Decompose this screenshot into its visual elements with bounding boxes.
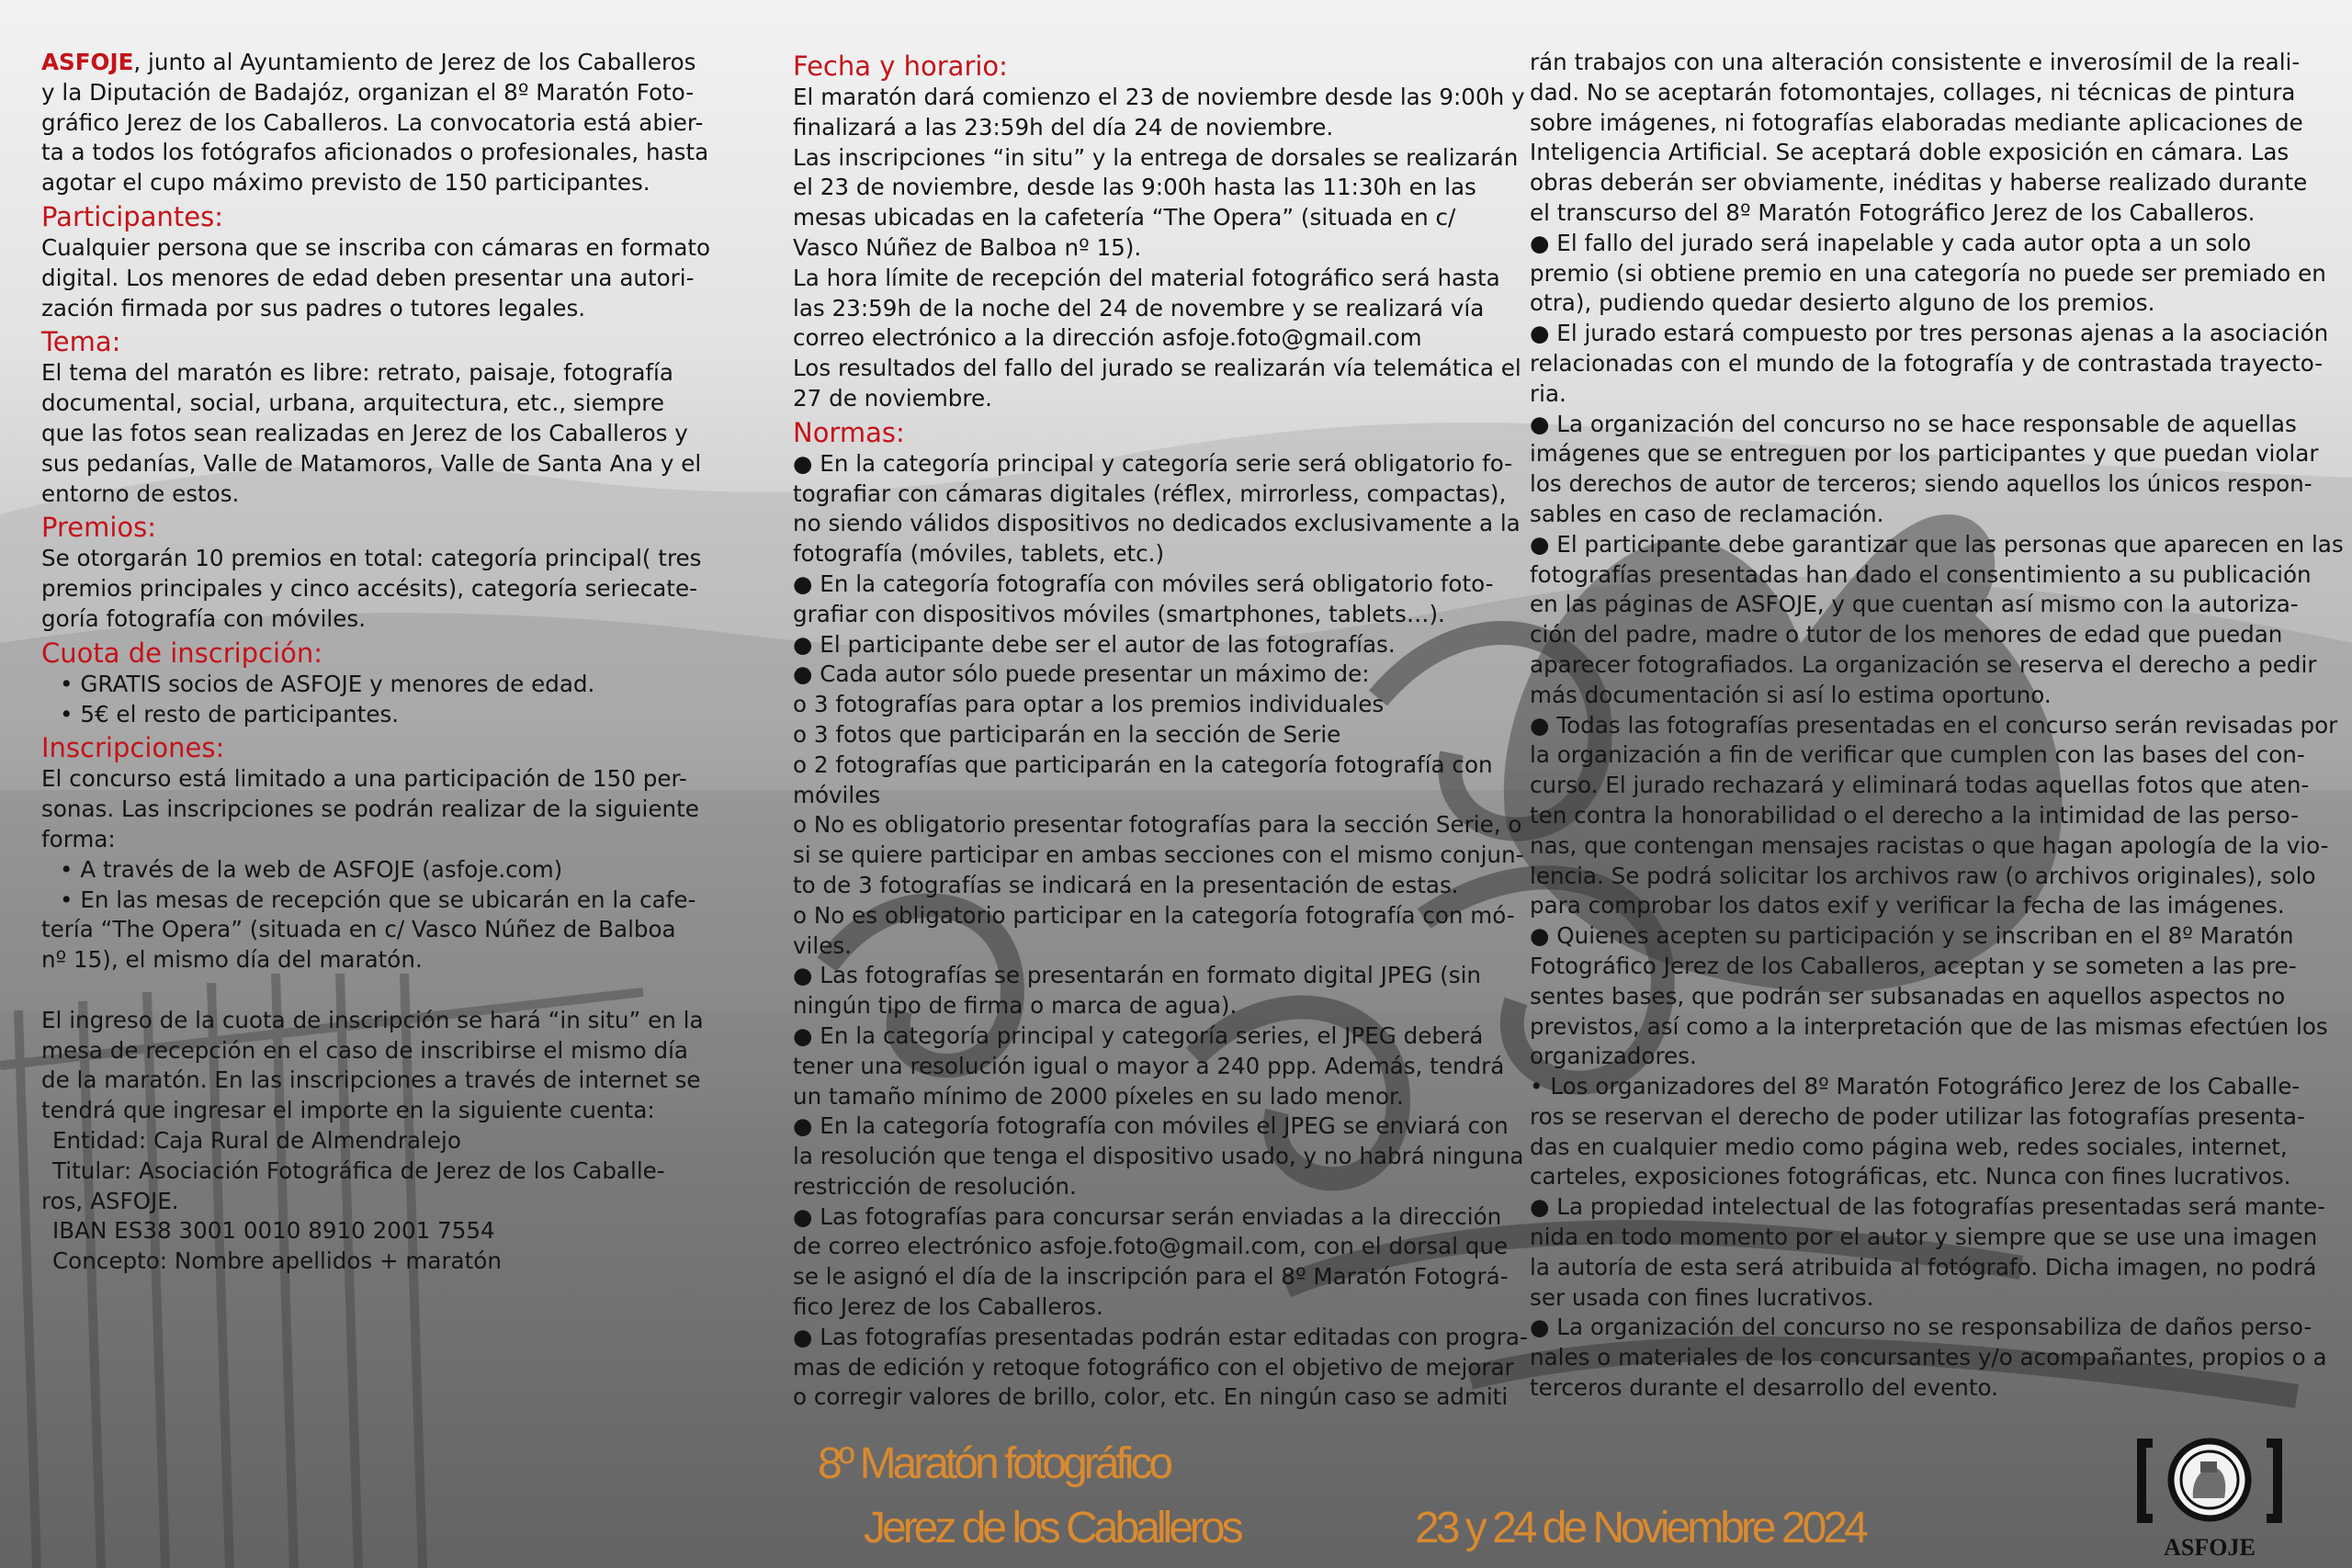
body-line: digital. Los menores de edad deben presentar una autori- — [41, 264, 695, 291]
rule-line: de correo electrónico asfoje.foto@gmail.com, con el dorsal que — [793, 1233, 1509, 1260]
rule-line: la autoría de esta será atribuida al fotógrafo. Dicha imagen, no podrá — [1530, 1253, 2317, 1280]
rule-line: el transcurso del 8º Maratón Fotográfico Jerez de los Caballeros. — [1530, 198, 2256, 226]
list-item: • GRATIS socios de ASFOJE y menores de edad. — [60, 670, 595, 697]
rule-line: ● Cada autor sólo puede presentar un máximo de: — [793, 660, 1370, 688]
body-line: El ingreso de la cuota de inscripción se hará “in situ” en la — [41, 1006, 704, 1033]
cuota-heading: Cuota de inscripción: — [41, 637, 322, 669]
body-line: tería “The Opera” (situada en c/ Vasco Núñez de Balboa — [41, 916, 676, 943]
footer-dates: 23 y 24 de Noviembre 2024 — [1415, 1504, 1865, 1552]
rule-line: terceros durante el desarrollo del evento. — [1530, 1374, 1998, 1402]
body-line: El tema del maratón es libre: retrato, paisaje, fotografía — [41, 359, 673, 387]
rule-line: ● La propiedad intelectual de las fotografías presentadas será mante- — [1530, 1193, 2325, 1221]
normas-continued-text — [1530, 48, 2344, 1404]
bank-iban: IBAN ES38 3001 0010 8910 2001 7554 — [52, 1217, 495, 1245]
body-line: de la maratón. En las inscripciones a través de internet se — [41, 1066, 701, 1094]
rule-line: to de 3 fotografías se indicará en la presentación de estas. — [793, 871, 1459, 898]
rule-line: más documentación si así lo estima oportuno. — [1530, 681, 2052, 708]
bank-entity: Entidad: Caja Rural de Almendralejo — [52, 1126, 461, 1154]
rule-line: ● La organización del concurso no se responsabiliza de daños perso- — [1530, 1314, 2312, 1341]
column-left — [41, 48, 749, 1277]
body-line: mesa de recepción en el caso de inscribirse el mismo día — [41, 1036, 689, 1064]
intro-line: agotar el cupo máximo previsto de 150 participantes. — [41, 169, 650, 197]
list-item: • 5€ el resto de participantes. — [60, 700, 400, 728]
normas-text — [793, 449, 1528, 1414]
rule-line: das en cualquier medio como página web, redes sociales, internet, — [1530, 1133, 2288, 1160]
body-line: sus pedanías, Valle de Matamoros, Valle de Santa Ana y el — [41, 449, 702, 477]
body-line: Vasco Núñez de Balboa nº 15). — [793, 233, 1142, 261]
body-line: tendrá que ingresar el importe en la siguiente cuenta: — [41, 1097, 655, 1124]
body-line: correo electrónico a la dirección asfoje.foto@gmail.com — [793, 324, 1422, 352]
intro-line: gráfico Jerez de los Caballeros. La convocatoria está abier- — [41, 108, 704, 136]
rule-line: fotografía (móviles, tablets, etc.) — [793, 540, 1165, 568]
rule-line: ● Las fotografías presentadas podrán estar editadas con progra- — [793, 1323, 1528, 1350]
rule-line: ción del padre, madre o tutor de los menores de edad que puedan — [1530, 621, 2283, 649]
footer-title-line2: Jerez de los Caballeros — [864, 1504, 1240, 1552]
body-line: entorno de estos. — [41, 479, 240, 507]
bank-holder-cont: ros, ASFOJE. — [41, 1187, 179, 1214]
rule-line: para comprobar los datos exif y verificar la fecha de las imágenes. — [1530, 892, 2285, 919]
body-line: 27 de noviembre. — [793, 384, 992, 412]
rule-line: o 2 fotografías que participarán en la categoría fotografía con — [793, 750, 1493, 778]
rule-line: ● Las fotografías se presentarán en formato digital JPEG (sin — [793, 962, 1482, 989]
body-line: El maratón dará comienzo el 23 de noviembre desde las 9:00h y — [793, 84, 1525, 110]
rule-line: sobre imágenes, ni fotografías elaboradas mediante aplicaciones de — [1530, 108, 2303, 136]
rule-line: nas, que contengan mensajes racistas o que hagan apología de la vio- — [1530, 831, 2329, 859]
rule-line: restricción de resolución. — [793, 1172, 1077, 1200]
rule-line: premio (si obtiene premio en una categoría no puede ser premiado en — [1530, 259, 2326, 287]
body-line: finalizará a las 23:59h del día 24 de noviembre. — [793, 113, 1334, 141]
premios-heading: Premios: — [41, 512, 157, 544]
rule-line: o No es obligatorio presentar fotografías para la sección Serie, o — [793, 811, 1522, 839]
rule-line: aparecer fotografiados. La organización se reserva el derecho a pedir — [1530, 650, 2317, 678]
body-line: el 23 de noviembre, desde las 9:00h hasta las 11:30h en las — [793, 174, 1476, 201]
rule-line: relacionadas con el mundo de la fotografía y de contrastada trayecto- — [1530, 349, 2324, 377]
rule-line: ningún tipo de firma o marca de agua). — [793, 992, 1238, 1020]
rule-line: carteles, exposiciones fotográficas, etc. Nunca con fines lucrativos. — [1530, 1163, 2291, 1190]
footer-title-line1: 8º Maratón fotográfico — [818, 1439, 1170, 1488]
rule-line: la organización a fin de verificar que cumplen con las bases del con- — [1530, 741, 2305, 769]
rule-line: lencia. Se podrá solicitar los archivos raw (o archivos originales), solo — [1530, 862, 2316, 889]
rule-line: curso. El jurado rechazará y eliminará todas aquellas fotos que aten- — [1530, 772, 2310, 799]
rule-line: ● Las fotografías para concursar serán enviadas a la dirección — [793, 1202, 1502, 1230]
body-line: que las fotos sean realizadas en Jerez de los Caballeros y — [41, 419, 688, 446]
column-right — [1530, 48, 2344, 1404]
rule-line: la resolución que tenga el dispositivo usado, y no habrá ninguna — [793, 1143, 1524, 1170]
rule-line: ● El participante debe garantizar que las personas que aparecen en las — [1530, 530, 2344, 558]
rule-line: organizadores. — [1530, 1043, 1697, 1070]
rule-line: fotografías presentadas han dado el consentimiento a su publicación — [1530, 560, 2312, 588]
rule-line: o No es obligatorio participar en la categoría fotografía con mó- — [793, 901, 1515, 929]
rule-line: imágenes que se entreguen por los participantes y que puedan violar — [1530, 440, 2319, 468]
rule-line: ● Todas las fotografías presentadas en el concurso serán revisadas por — [1530, 711, 2338, 739]
fecha-text — [793, 83, 1525, 414]
rule-line: ● El fallo del jurado será inapelable y cada autor opta a un solo — [1530, 229, 2252, 256]
rule-line: otra), pudiendo quedar desierto alguno de los premios. — [1530, 289, 2155, 317]
body-line: las 23:59h de la noche del 24 de novembre y se realizará vía — [793, 294, 1485, 321]
camera-lens-logo-icon — [2142, 1441, 2278, 1518]
rule-line: o 3 fotos que participarán en la sección de Serie — [793, 720, 1341, 748]
intro-line: ta a todos los fotógrafos aficionados o profesionales, hasta — [41, 139, 709, 166]
fecha-heading: Fecha y horario: — [793, 51, 1008, 82]
rule-line: Inteligencia Artificial. Se aceptará doble exposición en cámara. Las — [1530, 139, 2290, 166]
rule-line: obras deberán ser obviamente, inéditas y haberse realizado durante — [1530, 169, 2308, 197]
body-line: La hora límite de recepción del material fotográfico será hasta — [793, 264, 1500, 291]
rule-line: se le asignó el día de la inscripción para el 8º Maratón Fotográ- — [793, 1263, 1509, 1291]
rule-line: ros se reservan el derecho de poder utilizar las fotografías presenta- — [1530, 1102, 2305, 1130]
rule-line: ser usada con fines lucrativos. — [1530, 1283, 1874, 1311]
rule-line: nida en todo momento por el autor y siempre que se use una imagen — [1530, 1224, 2318, 1251]
rule-line: móviles — [793, 781, 881, 808]
body-line: mesas ubicadas en la cafetería “The Opera” (situada en c/ — [793, 204, 1456, 231]
rule-line: o corregir valores de brillo, color, etc. En ningún caso se admiti — [793, 1383, 1509, 1411]
rule-line: ● En la categoría fotografía con móviles el JPEG se enviará con — [793, 1112, 1509, 1140]
rule-line: fico Jerez de los Caballeros. — [793, 1293, 1103, 1321]
rule-line: viles. — [793, 931, 852, 959]
rule-line: ● Quienes acepten su participación y se inscriban en el 8º Maratón — [1530, 922, 2294, 950]
body-line: Las inscripciones “in situ” y la entrega de dorsales se realizarán — [793, 143, 1519, 171]
rule-line: ● El jurado estará compuesto por tres personas ajenas a la asociación — [1530, 320, 2329, 347]
rule-line: ● En la categoría principal y categoría serie será obligatorio fo- — [793, 449, 1513, 477]
asfoje-logo — [2136, 1427, 2283, 1562]
body-line: Se otorgarán 10 premios en total: categoría principal( tres — [41, 545, 702, 572]
bank-concept: Concepto: Nombre apellidos + maratón — [52, 1247, 502, 1275]
body-line: goría fotografía con móviles. — [41, 604, 367, 632]
rule-line: los derechos de autor de terceros; siendo aquellos los únicos respon- — [1530, 470, 2312, 498]
rule-line: o 3 fotografías para optar a los premios individuales — [793, 691, 1385, 718]
list-item: • A través de la web de ASFOJE (asfoje.com) — [60, 855, 563, 883]
participantes-heading: Participantes: — [41, 200, 223, 232]
body-line: documental, social, urbana, arquitectura, etc., siempre — [41, 389, 664, 417]
rule-line: rán trabajos con una alteración consistente e inverosímil de la reali- — [1530, 49, 2301, 75]
list-item: • En las mesas de recepción que se ubicarán en la cafe- — [60, 886, 696, 913]
rule-line: ● El participante debe ser el autor de las fotografías. — [793, 630, 1396, 658]
normas-heading: Normas: — [793, 416, 905, 448]
body-line: El concurso está limitado a una participación de 150 per- — [41, 765, 687, 793]
body-line: Los resultados del fallo del jurado se realizarán vía telemática el — [793, 355, 1521, 382]
rule-line: ● En la categoría fotografía con móviles será obligatorio foto- — [793, 570, 1494, 597]
rule-line: tografiar con cámaras digitales (réflex, mirrorless, compactas), — [793, 479, 1507, 507]
tema-heading: Tema: — [41, 326, 121, 358]
inscripciones-heading: Inscripciones: — [41, 732, 225, 764]
rule-line: ● En la categoría principal y categoría series, el JPEG deberá — [793, 1021, 1484, 1049]
body-line: nº 15), el mismo día del maratón. — [41, 946, 423, 974]
rule-line: no siendo válidos dispositivos no dedicados exclusivamente a la — [793, 510, 1521, 537]
column-middle — [793, 48, 1528, 1413]
rule-line: nales o materiales de los concursantes y/o acompañantes, propios o a — [1530, 1344, 2327, 1371]
body-line: forma: — [41, 825, 116, 852]
rule-line: ten contra la honorabilidad o el derecho a la intimidad de las perso- — [1530, 801, 2299, 829]
rule-line: sentes bases, que podrán ser subsanadas en aquellos aspectos no — [1530, 982, 2286, 1010]
body-line: sonas. Las inscripciones se podrán realizar de la siguiente — [41, 795, 699, 823]
rule-line: tener una resolución igual o mayor a 240 ppp. Además, tendrá — [793, 1052, 1505, 1079]
rule-line: dad. No se aceptarán fotomontajes, collages, ni técnicas de pintura — [1530, 78, 2296, 106]
rule-line: previstos, así como a la interpretación que de las mismas efectúen los — [1530, 1012, 2328, 1040]
rule-line: grafiar con dispositivos móviles (smartphones, tablets…). — [793, 600, 1445, 627]
body-line: Cualquier persona que se inscriba con cámaras en formato — [41, 233, 711, 261]
intro-line: ASFOJE, junto al Ayuntamiento de Jerez de los Caballeros — [41, 49, 696, 75]
intro-line: y la Diputación de Badajóz, organizan el 8º Maratón Foto- — [41, 78, 695, 106]
body-line: premios principales y cinco accésits), categoría seriecate- — [41, 575, 697, 603]
rule-line: en las páginas de ASFOJE, y que cuentan así mismo con la autoriza- — [1530, 591, 2299, 618]
rule-line: ria. — [1530, 379, 1566, 407]
organizer-name: ASFOJE — [41, 49, 134, 75]
bank-holder: Titular: Asociación Fotográfica de Jerez de los Caballe- — [52, 1156, 665, 1184]
rule-line: si se quiere participar en ambas secciones con el mismo conjun- — [793, 841, 1524, 869]
rule-line: • Los organizadores del 8º Maratón Fotográfico Jerez de los Caballe- — [1530, 1073, 2301, 1100]
logo-text: ASFOJE — [2164, 1534, 2256, 1561]
rule-line: sables en caso de reclamación. — [1530, 500, 1884, 527]
rule-line: Fotográfico Jerez de los Caballeros, aceptan y se someten a las pre- — [1530, 952, 2297, 979]
rule-line: un tamaño mínimo de 2000 píxeles en su lado menor. — [793, 1082, 1404, 1110]
body-line: zación firmada por sus padres o tutores legales. — [41, 294, 586, 321]
rule-line: mas de edición y retoque fotográfico con el objetivo de mejorar — [793, 1353, 1514, 1381]
rule-line: ● La organización del concurso no se hace responsable de aquellas — [1530, 410, 2297, 437]
